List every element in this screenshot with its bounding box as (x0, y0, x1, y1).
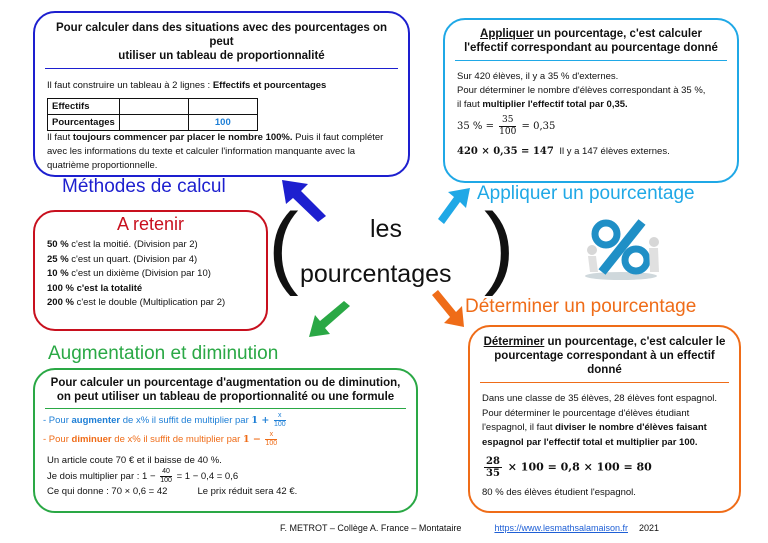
methods-box (33, 11, 410, 177)
list-item: 100 % c'est la totalité (47, 282, 143, 294)
percent-icon (580, 214, 662, 282)
footer (280, 523, 659, 533)
footer-year: 2021 (639, 523, 660, 533)
apply-equation: 35 % = $\frac{35}{100}$ = 0,35 (457, 115, 556, 137)
determine-title: Déterminer un pourcentage (465, 296, 697, 317)
methods-header: Pour calculer dans des situations avec des pourcentages on peut utiliser un tableau de proportionnalité (55, 22, 388, 62)
retain-list (47, 238, 254, 311)
footer-link[interactable]: https://www.lesmathsalamaison.fr (494, 523, 628, 533)
apply-title: Appliquer un pourcentage (477, 183, 695, 204)
list-item: 10 % c'est un dixième (Division par 10) (47, 268, 211, 279)
fraction: $\frac{x}{100}$ (273, 412, 286, 428)
close-paren: ) (484, 195, 515, 297)
apply-divider (455, 60, 727, 61)
fraction: $\frac{x}{100}$ (265, 431, 278, 447)
augment-header: Pour calculer un pourcentage d'augmentation ou de diminution, on peut utiliser un tableau de proportionnalité ou une formule (50, 377, 401, 403)
open-paren: ( (268, 195, 299, 297)
proportion-table (47, 98, 258, 131)
apply-text: Sur 420 élèves, il y a 35 % d'externes. Pour déterminer le nombre d'élèves correspondant à 35 %, il faut multiplier l'effectif total par 0,35. (457, 71, 706, 110)
list-item: 50 % c'est la moitié. (Division par 2) (47, 239, 198, 250)
fraction: $\frac{40}{100}$ (160, 468, 172, 484)
table-row: Pourcentages 100 (48, 115, 258, 131)
retain-title: A retenir (116, 214, 185, 234)
table-row: Effectifs (48, 99, 258, 115)
center-word-pourcentages: pourcentages (300, 260, 452, 288)
augment-example: Un article coute 70 € et il baisse de 40 %. Je dois multiplier par : 1 − $\frac{40}{100}$ = 1 − 0,4 = 0,6 Ce qui donne : 70 × 0,6 = 42 Le prix réduit sera 42 €. (47, 455, 298, 497)
methods-divider (45, 68, 398, 69)
augment-rule: - Pour augmenter de x% il suffit de multiplier par 1 + $\frac{x}{100}$ (43, 412, 286, 428)
percent-graphic (580, 214, 662, 282)
determine-conclusion: 80 % des élèves étudient l'espagnol. (482, 487, 636, 498)
augment-divider (45, 408, 406, 409)
augment-title: Augmentation et diminution (48, 343, 279, 364)
arrow-to-apply-icon (436, 186, 472, 226)
apply-calc: 420 × 0,35 = 147 Il y a 147 élèves externes. (457, 146, 670, 157)
retain-box (33, 210, 268, 331)
determine-header: Déterminer un pourcentage, c'est calculer le pourcentage correspondant à un effectif donné (483, 336, 726, 376)
list-item: 25 % c'est un quart. (Division par 4) (47, 253, 198, 265)
fraction: $\frac{28}{35}$ (486, 456, 500, 479)
arrow-to-determine-icon (430, 289, 468, 329)
arrow-to-methods-icon (280, 178, 330, 223)
determine-text: Dans une classe de 35 élèves, 28 élèves font espagnol. Pour déterminer le pourcentage d'élèves étudiant l'espagnol, il faut diviser le nombre d'élèves faisant espagnol par l'effectif total et multiplier par 100. (482, 393, 718, 448)
arrow-to-augment-icon (306, 301, 352, 339)
determine-divider (480, 382, 729, 383)
center-word-les: les (370, 215, 402, 243)
footer-author: F. METROT – Collège A. France – Montataire (280, 523, 462, 533)
methods-text: Il faut toujours commencer par placer le nombre 100%. Puis il faut compléter avec les informations du texte et calculer l'information manquante avec la quatrième proportionnelle. (47, 132, 384, 171)
apply-header: Appliquer un pourcentage, c'est calculer l'effectif correspondant au pourcentage donné (464, 28, 718, 54)
determine-box (468, 325, 741, 513)
methods-intro: Il faut construire un tableau à 2 lignes : Effectifs et pourcentages (47, 80, 327, 91)
determine-calc: $\frac{28}{35}$ × 100 = 0,8 × 100 = 80 (486, 456, 652, 479)
augment-box (33, 368, 418, 513)
list-item: 200 % c'est le double (Multiplication par 2) (47, 297, 226, 308)
diminish-rule: - Pour diminuer de x% il suffit de multiplier par 1 − $\frac{x}{100}$ (43, 431, 278, 447)
fraction: $\frac{35}{100}$ (499, 115, 517, 137)
methods-title: Méthodes de calcul (62, 176, 226, 197)
apply-box (443, 18, 739, 183)
